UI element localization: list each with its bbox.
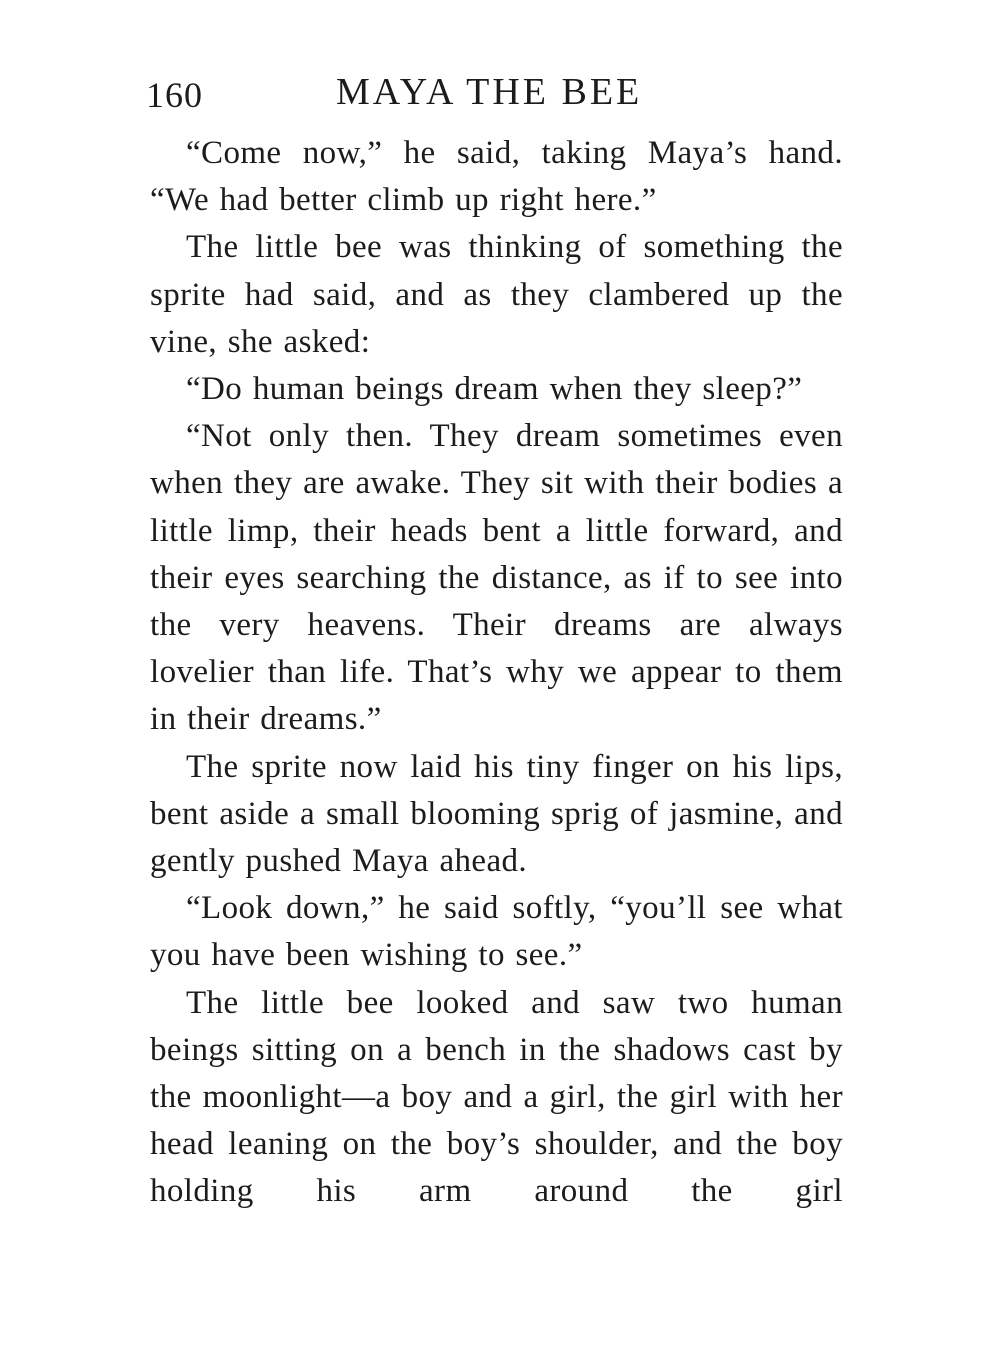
- paragraph-1: “Come now,” he said, taking Maya’s hand. “We had better climb up right here.”: [150, 135, 843, 219]
- page-number: 160: [146, 75, 203, 115]
- paragraph-3: “Do human beings dream when they sleep?”: [186, 371, 803, 408]
- paragraph-6: “Look down,” he said softly, “you’ll see what you have been wishing to see.”: [150, 890, 843, 974]
- paragraph-5: The sprite now laid his tiny finger on his lips, bent aside a small blooming sprig of jasmine, and gently pushed Maya ahead.: [150, 748, 843, 880]
- body-text: [150, 130, 843, 1216]
- page-header: [0, 70, 1000, 120]
- paragraph-7: The little bee looked and saw two human beings sitting on a bench in the shadows cast by the moonlight—a boy and a girl, the girl with her head leaning on the boy’s shoulder, and the boy holding his arm around the girl: [150, 984, 843, 1210]
- running-title: MAYA THE BEE: [336, 71, 643, 113]
- paragraph-2: The little bee was thinking of something the sprite had said, and as they clambered up the vine, she asked:: [150, 229, 843, 360]
- paragraph-4: “Not only then. They dream sometimes even when they are awake. They sit with their bodies a little limp, their heads bent a little forward, and their eyes searching the distance, as if to see into the very heavens. Their dreams are always lovelier than life. That’s why we appear to them in their dreams.”: [150, 418, 843, 738]
